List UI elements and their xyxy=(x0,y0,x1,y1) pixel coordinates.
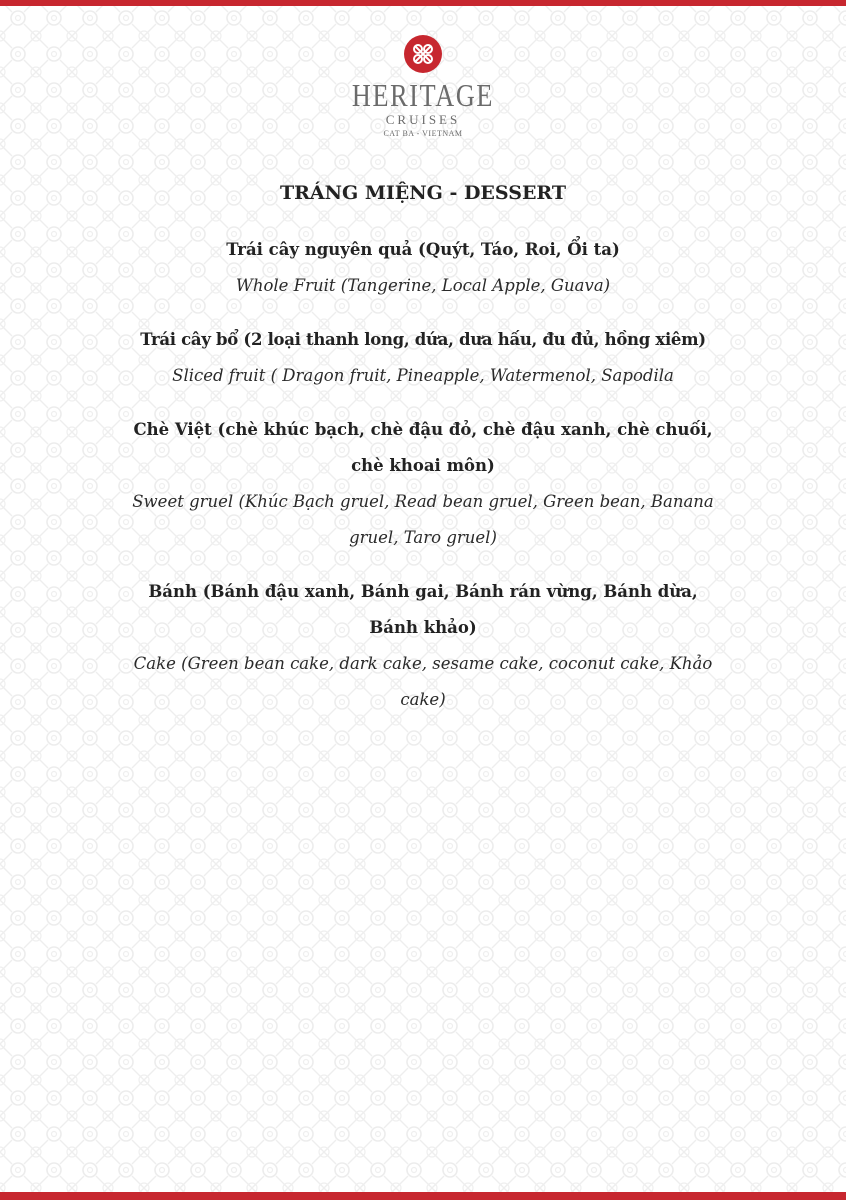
menu-content xyxy=(100,176,746,736)
brand-location: CAT BA - VIETNAM xyxy=(383,129,463,138)
menu-item-english: Cake (Green bean cake, dark cake, sesame cake, coconut cake, Khảo cake) xyxy=(133,654,713,709)
menu-item-vietnamese: Trái cây bổ (2 loại thanh long, dứa, dưa hấu, đu đủ, hồng xiêm) xyxy=(140,330,706,349)
menu-item xyxy=(100,322,746,394)
menu-item-vietnamese: Chè Việt (chè khúc bạch, chè đậu đỏ, chè đậu xanh, chè chuối, chè khoai môn) xyxy=(133,420,713,475)
menu-item-english: Sliced fruit ( Dragon fruit, Pineapple, Watermenol, Sapodila xyxy=(172,366,674,385)
menu-item-vietnamese: Trái cây nguyên quả (Quýt, Táo, Roi, Ổi ta) xyxy=(226,240,620,259)
menu-item xyxy=(100,412,746,556)
menu-item xyxy=(100,232,746,304)
brand-subtitle: CRUISES xyxy=(385,112,461,127)
menu-item-vietnamese: Bánh (Bánh đậu xanh, Bánh gai, Bánh rán vừng, Bánh dừa, Bánh khảo) xyxy=(148,582,698,637)
section-title: TRÁNG MIỆNG - DESSERT xyxy=(279,182,567,204)
menu-item-english: Whole Fruit (Tangerine, Local Apple, Guava) xyxy=(235,276,611,295)
top-accent-bar xyxy=(0,0,846,6)
brand-name: HERITAGE xyxy=(351,77,495,113)
menu-item-english: Sweet gruel (Khúc Bạch gruel, Read bean gruel, Green bean, Banana gruel, Taro gruel) xyxy=(132,492,714,547)
knot-logo-icon xyxy=(403,34,443,74)
brand-logo xyxy=(0,34,846,140)
menu-item xyxy=(100,574,746,718)
bottom-accent-bar xyxy=(0,1192,846,1200)
